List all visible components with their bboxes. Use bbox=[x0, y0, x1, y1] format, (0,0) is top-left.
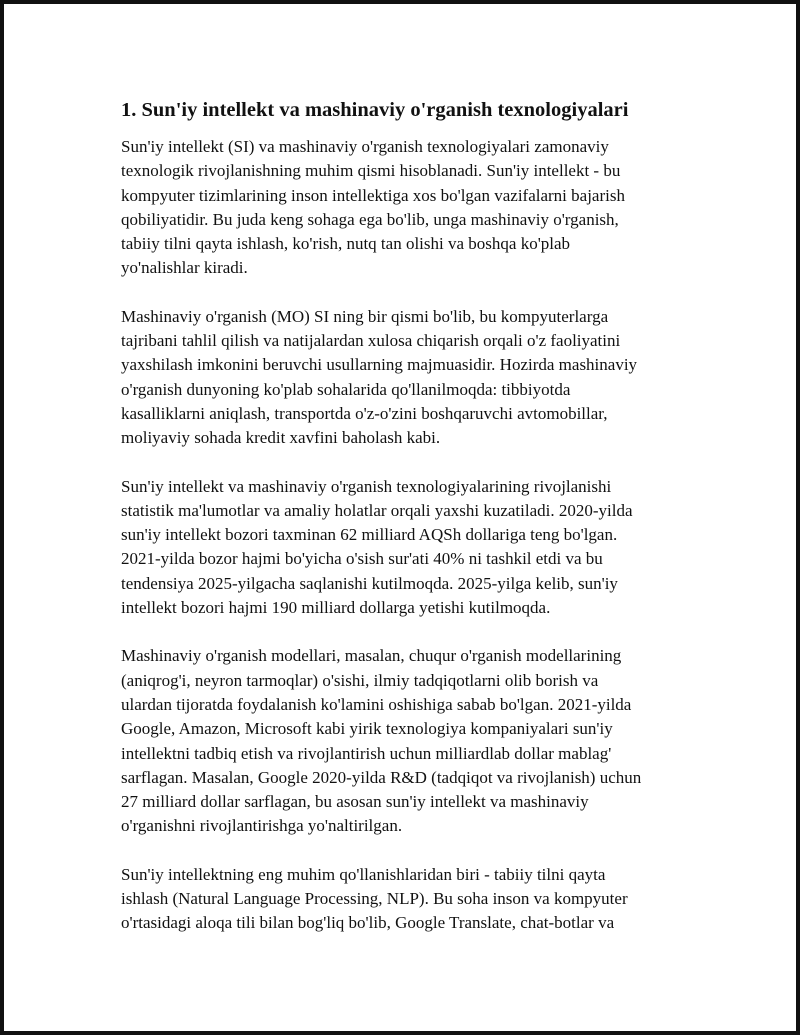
text-line: moliyaviy sohada kredit xavfini baholash kabi. bbox=[121, 428, 441, 448]
text-line: texnologik rivojlanishning muhim qismi hisoblanadi. Sun'iy intellekt - bu bbox=[121, 161, 621, 181]
text-line: tajribani tahlil qilish va natijalardan xulosa chiqarish orqali o'z faoliyatini bbox=[121, 331, 621, 351]
text-line: ishlash (Natural Language Processing, NLP). Bu soha inson va kompyuter bbox=[121, 889, 628, 909]
text-line: kompyuter tizimlarining inson intellektiga xos bo'lgan vazifalarni bajarish bbox=[121, 185, 625, 205]
text-line: yaxshilash imkonini beruvchi usullarning majmuasidir. Hozirda mashinaviy bbox=[121, 355, 638, 375]
text-line: sarflagan. Masalan, Google 2020-yilda R&D (tadqiqot va rivojlanish) uchun bbox=[121, 767, 642, 787]
text-line: intellektni tadbiq etish va rivojlantirish uchun milliardlab dollar mablag' bbox=[121, 743, 612, 763]
text-line: Sun'iy intellekt (SI) va mashinaviy o'rganish texnologiyalari zamonaviy bbox=[121, 137, 609, 156]
text-line: o'rganishni rivojlantirishga yo'naltirilgan. bbox=[121, 816, 403, 836]
text-line: ulardan tijoratda foydalanish ko'lamini oshishiga sabab bo'lgan. 2021-yilda bbox=[121, 694, 632, 714]
text-line: 27 milliard dollar sarflagan, bu asosan sun'iy intellekt va mashinaviy bbox=[121, 792, 589, 812]
paragraph-2 bbox=[121, 305, 691, 451]
text-line: o'rganish dunyoning ko'plab sohalarida qo'llanilmoqda: tibbiyotda bbox=[121, 379, 571, 399]
text-line: o'rtasidagi aloqa tili bilan bog'liq bo'lib, Google Translate, chat-botlar va bbox=[121, 913, 615, 933]
text-line: intellekt bozori hajmi 190 milliard dollarga yetishi kutilmoqda. bbox=[121, 598, 551, 618]
paragraph-1 bbox=[121, 135, 691, 281]
section-heading: 1. Sun'iy intellekt va mashinaviy o'rganish texnologiyalari bbox=[121, 99, 629, 121]
document-body bbox=[121, 97, 691, 960]
text-line: Mashinaviy o'rganish modellari, masalan, chuqur o'rganish modellarining bbox=[121, 646, 622, 666]
paragraph-4 bbox=[121, 644, 691, 838]
text-line: kasalliklarni aniqlash, transportda o'z-o'zini boshqaruvchi avtomobillar, bbox=[121, 403, 608, 423]
paragraph-5 bbox=[121, 863, 691, 936]
text-line: tendensiya 2025-yilgacha saqlanishi kutilmoqda. 2025-yilga kelib, sun'iy bbox=[121, 573, 618, 593]
text-line: Mashinaviy o'rganish (MO) SI ning bir qismi bo'lib, bu kompyuterlarga bbox=[121, 306, 609, 326]
text-line: Google, Amazon, Microsoft kabi yirik texnologiya kompaniyalari sun'iy bbox=[121, 719, 613, 739]
text-line: 2021-yilda bozor hajmi bo'yicha o'sish sur'ati 40% ni tashkil etdi va bu bbox=[121, 549, 603, 569]
text-line: sun'iy intellekt bozori taxminan 62 milliard AQSh dollariga teng bo'lgan. bbox=[121, 525, 618, 545]
text-line: Sun'iy intellektning eng muhim qo'llanishlaridan biri - tabiiy tilni qayta bbox=[121, 864, 606, 884]
paragraph-3 bbox=[121, 475, 691, 621]
text-line: statistik ma'lumotlar va amaliy holatlar orqali yaxshi kuzatiladi. 2020-yilda bbox=[121, 500, 633, 520]
text-line: (aniqrog'i, neyron tarmoqlar) o'sishi, ilmiy tadqiqotlarni olib borish va bbox=[121, 670, 599, 690]
text-line: tabiiy tilni qayta ishlash, ko'rish, nutq tan olishi va boshqa ko'plab bbox=[121, 234, 571, 254]
text-line: yo'nalishlar kiradi. bbox=[121, 258, 248, 278]
text-line: qobiliyatidir. Bu juda keng sohaga ega bo'lib, unga mashinaviy o'rganish, bbox=[121, 209, 619, 229]
text-line: Sun'iy intellekt va mashinaviy o'rganish texnologiyalarining rivojlanishi bbox=[121, 476, 612, 496]
